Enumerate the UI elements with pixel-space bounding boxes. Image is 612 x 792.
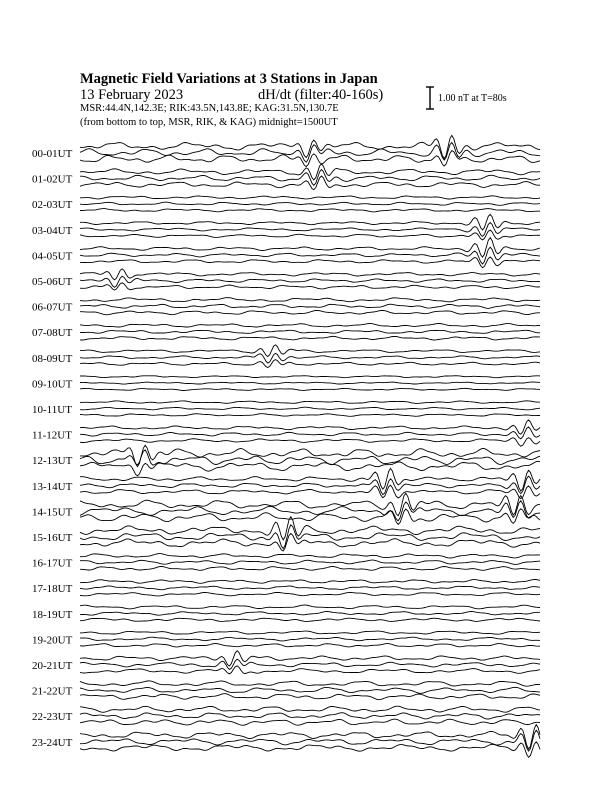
trace-rik [80,586,540,590]
trace-msr [80,257,540,268]
hour-label: 22-23UT [32,711,73,724]
order-note: (from bottom to top, MSR, RIK, & KAG) midnight=1500UT [80,117,338,128]
trace-kag [80,580,540,584]
hour-label: 02-03UT [32,199,73,212]
trace-msr [80,719,540,725]
hour-label: 01-02UT [32,173,73,186]
trace-rik [80,687,540,693]
trace-msr [80,360,540,368]
trace-kag [80,135,540,158]
trace-rik [80,407,540,410]
trace-msr [80,209,540,212]
hour-label: 18-19UT [32,608,73,621]
hour-label: 07-08UT [32,327,73,340]
trace-rik [80,659,540,669]
hour-label: 05-06UT [32,276,73,288]
trace-msr [80,438,540,447]
trace-kag [80,706,540,712]
hour-label: 23-24UT [32,736,73,749]
trace-kag [80,214,540,230]
trace-msr [80,485,540,499]
trace-msr [80,644,540,647]
hour-label: 00-01UT [32,148,73,160]
trace-rik [80,382,540,384]
trace-kag [80,468,540,491]
hour-label: 11-12UT [32,429,72,442]
trace-kag [80,196,540,199]
trace-kag [80,605,540,609]
hour-label: 10-11UT [32,404,72,416]
hour-label: 17-18UT [32,583,73,596]
trace-msr [80,694,540,700]
hour-label: 12-13UT [32,455,73,468]
station-list: MSR:44.4N,142.3E; RIK:43.5N,143.8E; KAG:31.5N,130.7E [80,103,339,114]
chart-title: Magnetic Field Variations at 3 Stations in Japan [80,71,378,87]
trace-msr [80,336,540,340]
trace-rik [80,476,540,495]
trace-msr [80,592,540,596]
trace-msr [80,666,540,674]
chart-date: 13 February 2023 [80,87,184,103]
trace-msr [80,311,540,315]
hour-label: 14-15UT [32,506,73,519]
scale-label: 1.00 nT at T=80s [438,93,507,104]
hour-label: 06-07UT [32,301,73,314]
trace-msr [80,509,540,525]
trace-kag [80,298,540,302]
trace-rik [80,202,540,205]
trace-msr [80,461,540,476]
trace-kag [80,376,540,378]
hour-label: 03-04UT [32,224,73,237]
hour-label: 15-16UT [32,532,73,544]
trace-rik [80,330,540,333]
traces [80,135,540,757]
trace-kag [80,269,540,280]
trace-msr [80,567,540,571]
hour-label: 09-10UT [32,378,73,391]
trace-rik [80,637,540,641]
trace-msr [80,618,540,621]
hour-labels [32,148,73,749]
trace-kag [80,324,540,328]
hour-label: 20-21UT [32,660,73,672]
trace-kag [80,401,540,404]
trace-kag [80,631,540,634]
trace-msr [80,533,540,551]
trace-kag [80,554,540,558]
hour-label: 13-14UT [32,480,73,493]
trace-kag [80,681,540,686]
trace-kag [80,345,540,357]
trace-msr [80,414,540,417]
hour-label: 21-22UT [32,685,73,698]
trace-rik [80,353,540,363]
hour-label: 04-05UT [32,250,73,263]
trace-msr [80,283,540,290]
hour-label: 16-17UT [32,557,73,570]
chart-filter: dH/dt (filter:40-160s) [258,87,384,103]
trace-rik [80,304,540,308]
trace-rik [80,560,540,564]
hour-label: 19-20UT [32,634,73,647]
trace-rik [80,713,540,719]
trace-msr [80,230,540,240]
trace-kag [80,420,540,434]
trace-rik [80,612,540,616]
trace-msr [80,388,540,390]
hour-label: 08-09UT [32,352,73,365]
scale-bar [426,87,434,109]
